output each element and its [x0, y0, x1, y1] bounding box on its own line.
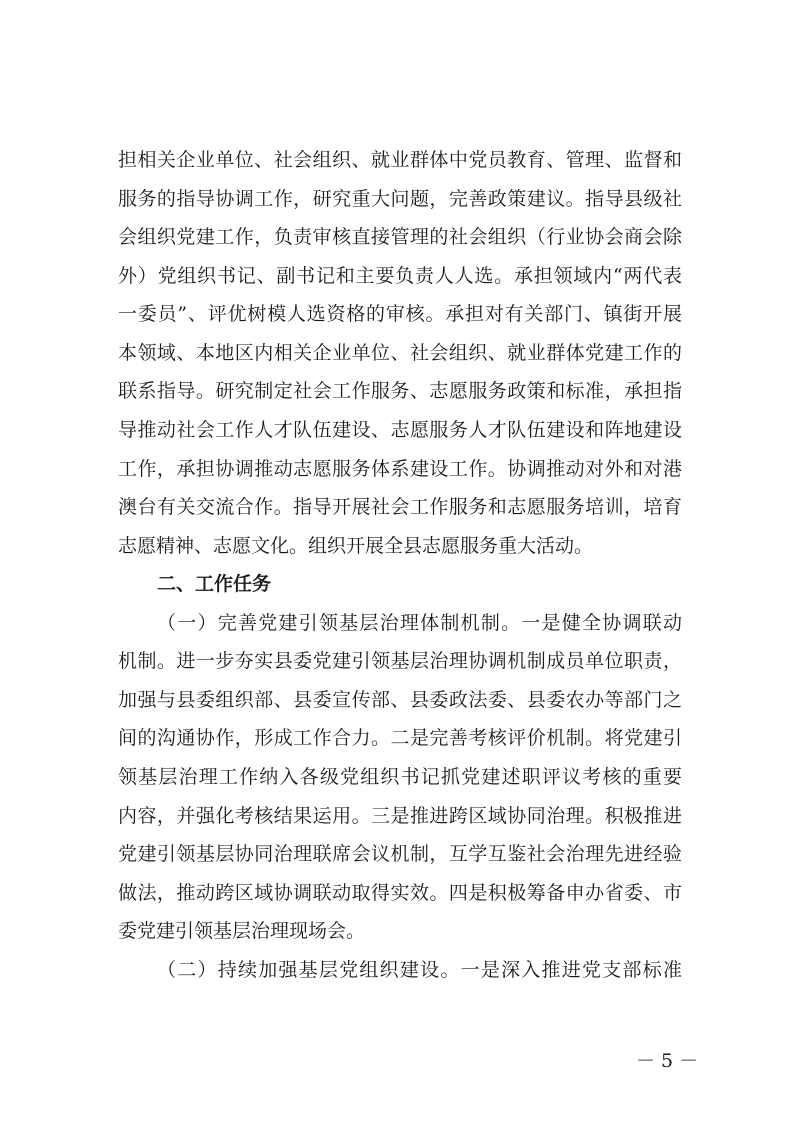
text-line: 服务的指导协调工作，研究重大问题，完善政策建议。指导县级社 [118, 187, 682, 210]
text-line: 外）党组织书记、副书记和主要负责人人选。承担领域内“两代表 [118, 264, 682, 287]
paragraph-responsibilities [118, 141, 682, 565]
text-line: 间的沟通协作，形成工作合力。二是完善考核评价机制。将党建引 [118, 727, 682, 750]
paragraph-task-1 [118, 604, 682, 951]
section-heading: 二、工作任务 [157, 573, 272, 596]
text-line: 机制。进一步夯实县委党建引领基层治理协调机制成员单位职责， [118, 650, 682, 673]
text-line: 做法，推动跨区域协调联动取得实效。四是积极筹备申办省委、市 [118, 881, 682, 904]
text-line: 志愿精神、志愿文化。组织开展全县志愿服务重大活动。 [118, 534, 594, 557]
text-line: 党建引领基层协同治理联席会议机制，互学互鉴社会治理先进经验 [118, 843, 682, 866]
text-line: 导推动社会工作人才队伍建设、志愿服务人才队伍建设和阵地建设 [118, 418, 682, 441]
text-line: 领基层治理工作纳入各级党组织书记抓党建述职评议考核的重要 [118, 766, 682, 788]
page-number: － 5 － [636, 1050, 699, 1072]
document-body [118, 141, 682, 989]
text-line: 本领域、本地区内相关企业单位、社会组织、就业群体党建工作的 [118, 341, 682, 364]
text-line: 会组织党建工作，负责审核直接管理的社会组织（行业协会商会除 [118, 226, 682, 249]
text-line: 内容，并强化考核结果运用。三是推进跨区域协同治理。积极推进 [118, 804, 682, 827]
paragraph-task-2 [118, 951, 682, 990]
text-line: 加强与县委组织部、县委宣传部、县委政法委、县委农办等部门之 [118, 688, 682, 711]
text-line: （一）完善党建引领基层治理体制机制。一是健全协调联动 [157, 611, 682, 634]
text-line: 工作，承担协调推动志愿服务体系建设工作。协调推动对外和对港 [118, 457, 682, 480]
text-line: 担相关企业单位、社会组织、就业群体中党员教育、管理、监督和 [118, 149, 682, 171]
text-line: 一委员”、评优树模人选资格的审核。承担对有关部门、镇街开展 [118, 303, 682, 326]
text-line: 澳台有关交流合作。指导开展社会工作服务和志愿服务培训，培育 [118, 496, 682, 519]
text-line: 委党建引领基层治理现场会。 [118, 920, 366, 943]
text-line: （二）持续加强基层党组织建设。一是深入推进党支部标准 [157, 958, 682, 981]
text-line: 联系指导。研究制定社会工作服务、志愿服务政策和标准，承担指 [118, 380, 682, 403]
